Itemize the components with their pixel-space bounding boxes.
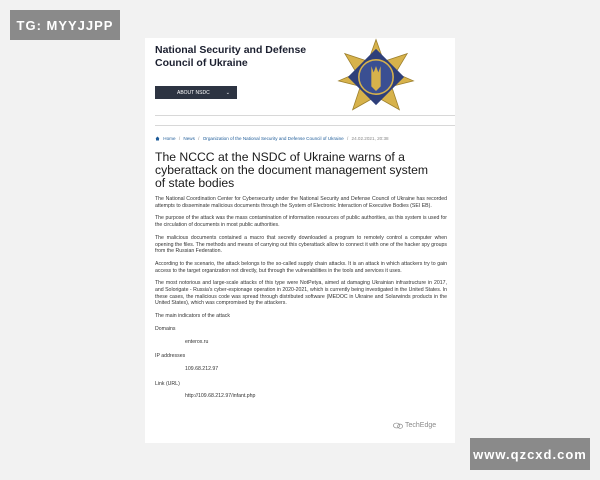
link-label: Link (URL) xyxy=(155,380,180,387)
breadcrumb-section[interactable]: Organization of the National Security and Defense Council of Ukraine xyxy=(202,136,344,141)
domain-value: enterox.ru xyxy=(185,338,209,345)
domains-label: Domains xyxy=(155,325,176,332)
techedge-watermark xyxy=(393,422,436,429)
chevron-down-icon: ⌄ xyxy=(225,89,230,96)
article-paragraph: The purpose of the attack was the mass contamination of information resources of public authorities, as this system is used for the circulation of documents in most public authorities. xyxy=(155,215,447,229)
breadcrumb-news[interactable]: News xyxy=(183,136,195,141)
nav-about-nsdc[interactable] xyxy=(155,86,237,99)
article-date: 24.02.2021, 20:38 xyxy=(351,136,389,141)
org-title[interactable]: National Security and Defense Council of Ukraine xyxy=(155,44,307,69)
article-body xyxy=(155,196,447,408)
article-paragraph: According to the scenario, the attack belongs to the so-called supply chain attacks. It is an attack in which attackers try to gain access to the target organization not directly, but through the vulnerabilities in the tools and services it uses. xyxy=(155,260,447,274)
search-bar[interactable] xyxy=(155,115,455,126)
indicators-title: The main indicators of the attack xyxy=(155,313,230,320)
chat-bubble-icon xyxy=(393,422,403,429)
nsdc-emblem-icon[interactable] xyxy=(337,38,415,116)
url-badge: www.qzcxd.com xyxy=(470,438,590,470)
watermark-text: TechEdge xyxy=(405,422,437,429)
article-headline: The NCCC at the NSDC of Ukraine warns of a cyberattack on the document management system of state bodies xyxy=(155,150,429,190)
article-paragraph: The National Coordination Center for Cybersecurity under the National Security and Defense Council of Ukraine has recorded attempts to disseminate malicious documents through the System of Electronic Interaction of Executive Bodies (SEI EB). xyxy=(155,196,447,209)
home-icon xyxy=(155,136,160,141)
link-value: http://109.68.212.97/infant.php xyxy=(185,393,256,400)
breadcrumb-home[interactable]: Home xyxy=(163,136,176,141)
nav-about-label: ABOUT NSDC xyxy=(177,89,210,96)
site-header xyxy=(145,38,455,123)
webpage-screenshot xyxy=(145,38,455,443)
tg-badge: TG: MYYJJPP xyxy=(10,10,120,40)
ip-label: IP addresses xyxy=(155,353,186,360)
article-paragraph: The most notorious and large-scale attacks of this type were NotPetya, aimed at damaging Ukrainian infrastructure in 2017, and Solorigate - Russia's cyber-espionage operation in 2020-2021, which is currently being investigated in the United States. In these cases, the malicious code was spread through distributed software (MEDOC in Ukraine and Solarwinds products in the United States), which was compromised by the attackers. xyxy=(155,280,447,307)
article-paragraph: The malicious documents contained a macro that secretly downloaded a program to remotely control a computer when opening the files. The methods and means of carrying out this cyberattack allow to connect it with one of the hacker spy groups from the Russian Federation. xyxy=(155,234,447,255)
breadcrumb: Home / News / Organization of the National Security and Defense Council of Ukraine / 24.02.2021, 20:38 xyxy=(155,136,389,141)
ip-value: 109.68.212.97 xyxy=(185,365,219,372)
